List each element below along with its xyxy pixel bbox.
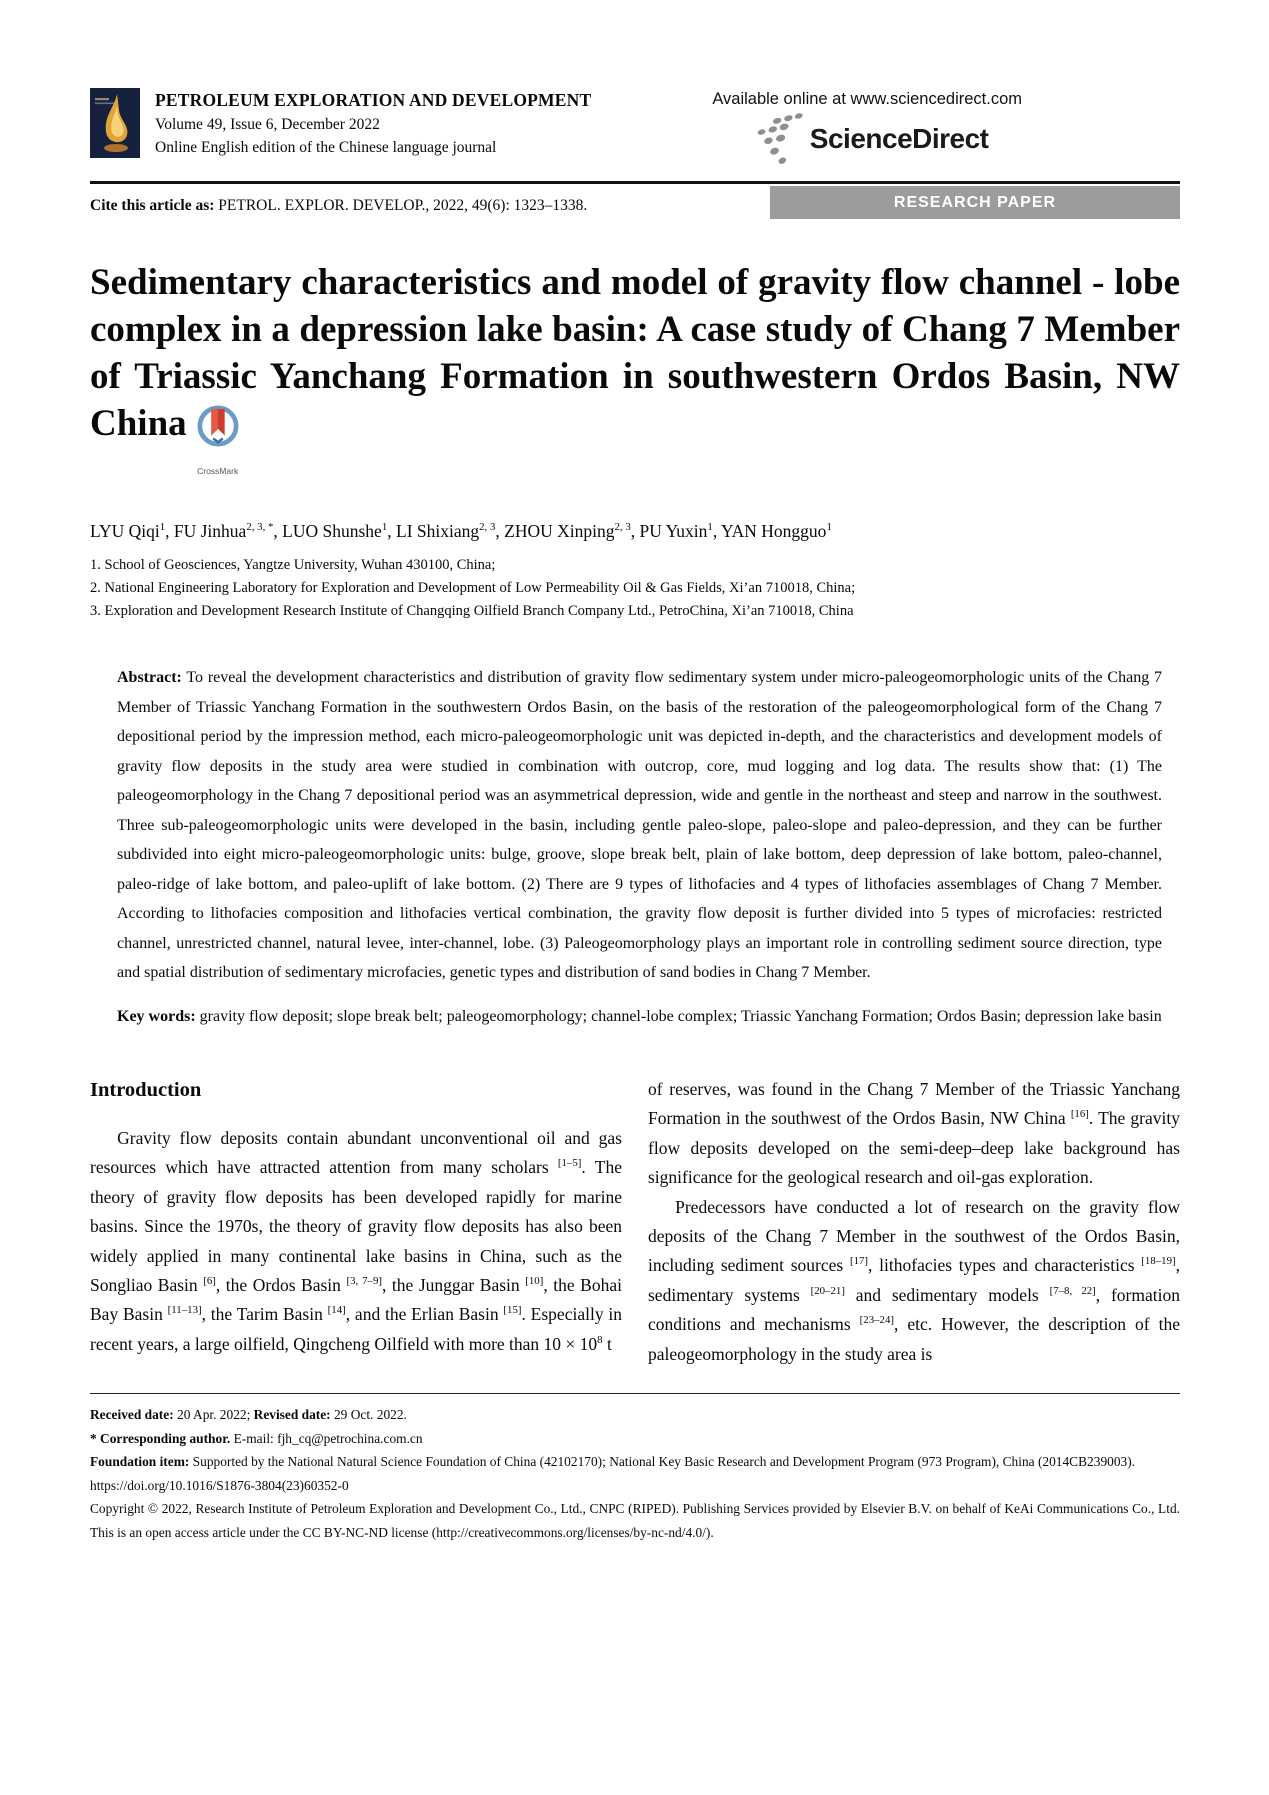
right-column <box>648 1075 1180 1369</box>
crossmark-icon[interactable] <box>197 405 239 495</box>
keywords: Key words: gravity flow deposit; slope break belt; paleogeomorphology; channel-lobe complex; Triassic Yanchang Formation; Ordos Basin; depression lake basin <box>117 1007 1162 1025</box>
journal-edition-info: Online English edition of the Chinese language journal <box>155 139 497 156</box>
research-paper-badge: RESEARCH PAPER <box>770 186 1180 219</box>
sciencedirect-block <box>712 88 1022 165</box>
journal-identity <box>90 88 591 158</box>
cite-row <box>90 184 1180 219</box>
body-paragraph: Predecessors have conducted a lot of research on the gravity flow deposits of the Chang 7 Member in the southwest of the Ordos Basin, including sediment sources [17], lithofacies types and characteristics [18–19], sedimentary systems [20–21] and sedimentary models [7–8, 22], formation conditions and mechanisms [23–24], etc. However, the description of the paleogeomorphology in the study area is <box>648 1196 1180 1364</box>
journal-header <box>90 88 1180 165</box>
sciencedirect-wordmark: ScienceDirect <box>809 123 989 154</box>
crossmark-label: CrossMark <box>197 466 239 476</box>
journal-header-text <box>155 88 591 157</box>
affiliations <box>90 554 1180 623</box>
footnotes <box>90 1393 1180 1544</box>
received-revised-dates: Received date: 20 Apr. 2022; Revised date: 29 Oct. 2022. <box>90 1407 407 1423</box>
introduction-heading: Introduction <box>90 1079 202 1101</box>
affiliation-2: 2. National Engineering Laboratory for Exploration and Development of Low Permeability Oil & Gas Fields, Xi’an 710018, China; <box>90 580 856 596</box>
body-paragraph: of reserves, was found in the Chang 7 Member of the Triassic Yanchang Formation in the southwest of the Ordos Basin, NW China [16]. The gravity flow deposits developed on the semi-deep–deep lake background has significance for the geological research and oil-gas exploration. <box>648 1079 1180 1188</box>
author-line: LYU Qiqi$^1$, FU Jinhua$^{2, 3, *}$, LUO Shunshe$^1$, LI Shixiang$^{2, 3}$, ZHOU Xinping$^{2, 3}$, PU Yuxin$^1$, YAN Hongguo$^1$ <box>90 521 832 541</box>
left-column <box>90 1075 622 1369</box>
body-paragraph: Gravity flow deposits contain abundant unconventional oil and gas resources which have attracted attention from many scholars [1–5]. The theory of gravity flow deposits has been developed rapidly for marine basins. Since the 1970s, the theory of gravity flow deposits has also been widely applied in many continental lake basins in China, such as the Songliao Basin [6], the Ordos Basin [3, 7–9], the Junggar Basin [10], the Bohai Bay Basin [11–13], the Tarim Basin [14], and the Erlian Basin [15]. Especially in recent years, a large oilfield, Qingcheng Oilfield with more than $10 \times 10^8$ t <box>90 1128 622 1354</box>
article-title: Sedimentary characteristics and model of gravity flow channel - lobe complex in a depression lake basin: A case study of Chang 7 Member of Triassic Yanchang Formation in southwestern Ordos Basin, NW China <box>90 262 1180 444</box>
journal-name: PETROLEUM EXPLORATION AND DEVELOPMENT <box>155 90 592 110</box>
corresponding-author-line: * Corresponding author. E-mail: fjh_cq@petrochina.com.cn <box>90 1430 423 1446</box>
affiliation-3: 3. Exploration and Development Research Institute of Changqing Oilfield Branch Company Ltd., PetroChina, Xi’an 710018, China <box>90 603 854 619</box>
article-title-block <box>90 259 1180 495</box>
sciencedirect-logo[interactable] <box>746 113 989 165</box>
affiliation-1: 1. School of Geosciences, Yangtze University, Wuhan 430100, China; <box>90 557 496 573</box>
sciencedirect-dots-icon <box>746 113 810 165</box>
abstract: Abstract: To reveal the development characteristics and distribution of gravity flow sedimentary system under micro-paleogeomorphologic units of the Chang 7 Member of Triassic Yanchang Formation in the southwestern Ordos Basin, on the basis of the restoration of the paleogeomorphological form of the Chang 7 depositional period by the impression method, each micro-paleogeomorphologic unit was depicted in-depth, and the characteristics and development models of gravity flow deposits in the study area were studied in combination with outcrop, core, mud logging and log data. The results show that: (1) The paleogeomorphology in the Chang 7 depositional period was an asymmetrical depression, wide and gentle in the northeast and steep and narrow in the southwest. Three sub-paleogeomorphologic units were developed in the basin, including gentle paleo-slope, paleo-slope and paleo-depression, and they can be further subdivided into eight micro-paleogeomorphologic units: bulge, groove, slope break belt, plain of lake bottom, deep depression of lake bottom, paleo-channel, paleo-ridge of lake bottom, and paleo-uplift of lake bottom. (2) There are 9 types of lithofacies and 4 types of lithofacies assemblages of Chang 7 Member. According to lithofacies composition and lithofacies vertical combination, the gravity flow deposit is further divided into 5 types of microfacies: restricted channel, unrestricted channel, natural levee, inter-channel, lobe. (3) Paleogeomorphology plays an important role in controlling sediment source direction, type and spatial distribution of sedimentary microfacies, genetic types and distribution of sand bodies in Chang 7 Member. <box>117 669 1162 981</box>
citation-line: Cite this article as: PETROL. EXPLOR. DEVELOP., 2022, 49(6): 1323–1338. <box>90 196 588 214</box>
journal-cover-thumbnail <box>90 88 140 158</box>
journal-volume-info: Volume 49, Issue 6, December 2022 <box>155 116 380 133</box>
doi-link[interactable]: https://doi.org/10.1016/S1876-3804(23)60352-0 <box>90 1477 349 1493</box>
foundation-item-line: Foundation item: Supported by the National Natural Science Foundation of China (42102170); National Key Basic Research and Development Program (973 Program), China (2014CB239003). <box>90 1454 1136 1470</box>
article-body <box>90 1075 1180 1369</box>
available-online-link[interactable]: Available online at www.sciencedirect.com <box>712 90 1022 108</box>
copyright-line: Copyright © 2022, Research Institute of Petroleum Exploration and Development Co., Ltd., CNPC (RIPED). Publishing Services provided by Elsevier B.V. on behalf of KeAi Communications Co., Ltd. This is an open access article under the CC BY-NC-ND license (http://creativecommons.org/licenses/by-nc-nd/4.0/). <box>90 1501 1180 1540</box>
